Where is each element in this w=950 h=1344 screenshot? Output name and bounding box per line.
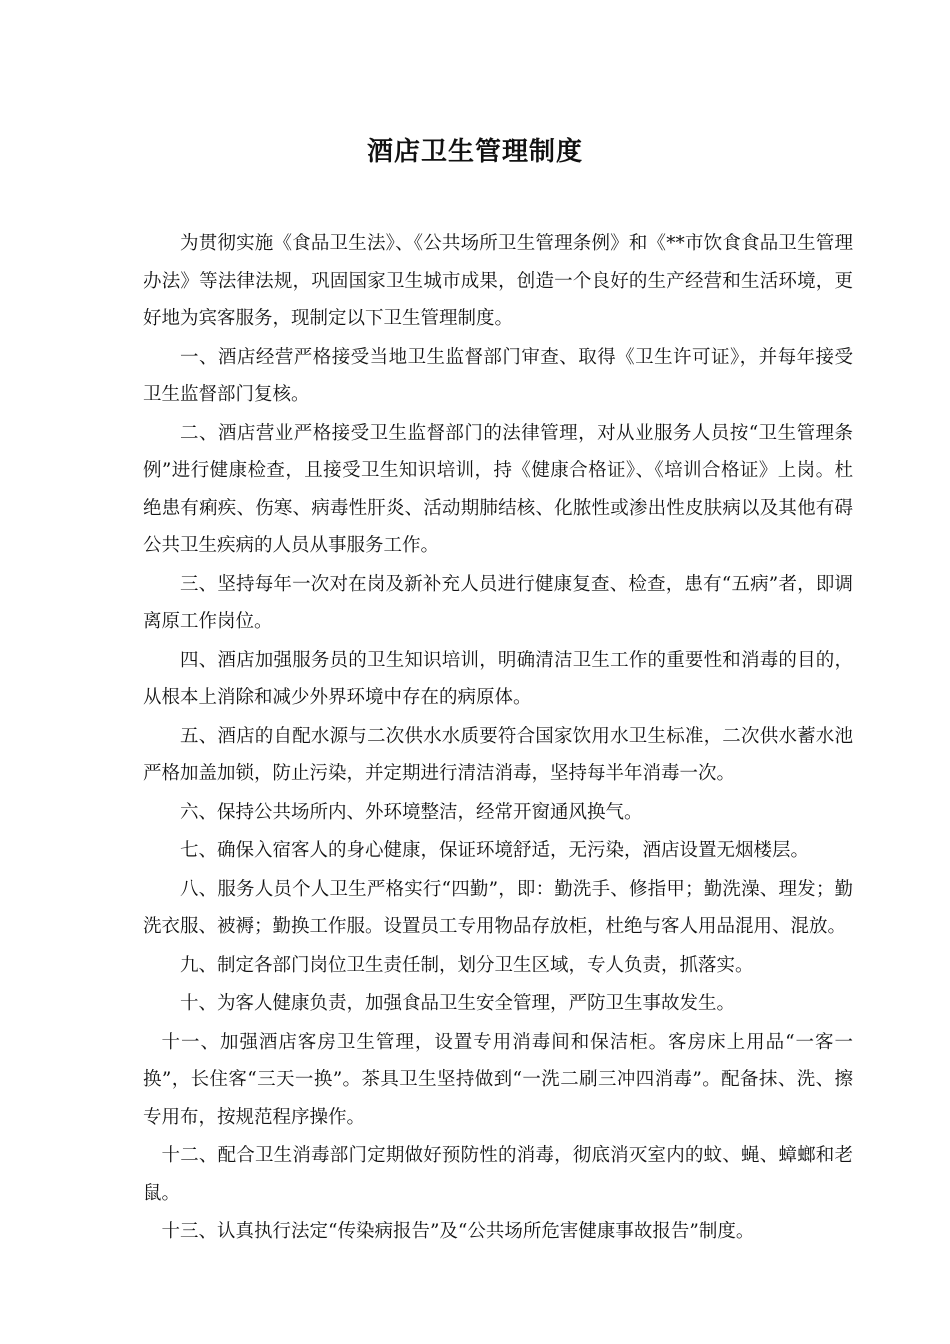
clause-3: 三、坚持每年一次对在岗及新补充人员进行健康复查、检查，患有“五病”者，即调离原工作岗位。	[143, 573, 853, 632]
clause-9: 九、制定各部门岗位卫生责任制，划分卫生区域，专人负责，抓落实。	[180, 954, 754, 976]
clause-10: 十、为客人健康负责，加强食品卫生安全管理，严防卫生事故发生。	[180, 993, 736, 1014]
intro-paragraph: 为贯彻实施《食品卫生法》、《公共场所卫生管理条例》和《**市饮食食品卫生管理办法》等法律法规，巩固国家卫生城市成果，创造一个良好的生产经营和生活环境，更好地为宾客服务，现制定以下卫生管理制度。	[143, 233, 853, 329]
clause-2: 二、酒店营业严格接受卫生监督部门的法律管理，对从业服务人员按“卫生管理条例”进行健康检查，且接受卫生知识培训，持《健康合格证》、《培训合格证》上岗。杜绝患有痢疾、伤寒、病毒性肝炎、活动期肺结核、化脓性或渗出性皮肤病以及其他有碍公共卫生疾病的人员从事服务工作。	[143, 422, 853, 556]
clause-4: 四、酒店加强服务员的卫生知识培训，明确清洁卫生工作的重要性和消毒的目的，从根本上消除和减少外界环境中存在的病原体。	[143, 649, 853, 708]
document-title: 酒店卫生管理制度	[366, 137, 583, 167]
clause-11: 十一、加强酒店客房卫生管理，设置专用消毒间和保洁柜。客房床上用品“一客一换”，长住客“三天一换”。茶具卫生坚持做到“一洗二刷三冲四消毒”。配备抹、洗、擦专用布，按规范程序操作。	[143, 1031, 853, 1128]
clause-12: 十二、配合卫生消毒部门定期做好预防性的消毒，彻底消灭室内的蚊、蝇、蟑螂和老鼠。	[143, 1145, 853, 1204]
clause-13: 十三、认真执行法定“传染病报告”及“公共场所危害健康事故报告”制度。	[161, 1221, 755, 1242]
document-body	[143, 225, 853, 1252]
clause-7: 七、确保入宿客人的身心健康，保证环境舒适，无污染，酒店设置无烟楼层。	[180, 840, 810, 861]
clause-8: 八、服务人员个人卫生严格实行“四勤”，即：勤洗手、修指甲；勤洗澡、理发；勤洗衣服、被褥；勤换工作服。设置员工专用物品存放柜，杜绝与客人用品混用、混放。	[143, 878, 853, 937]
clause-6: 六、保持公共场所内、外环境整洁，经常开窗通风换气。	[180, 801, 643, 823]
clause-5: 五、酒店的自配水源与二次供水水质要符合国家饮用水卫生标准，二次供水蓄水池严格加盖加锁，防止污染，并定期进行清洁消毒，坚持每半年消毒一次。	[143, 725, 853, 784]
clause-1: 一、酒店经营严格接受当地卫生监督部门审查、取得《卫生许可证》，并每年接受卫生监督部门复核。	[143, 346, 853, 405]
